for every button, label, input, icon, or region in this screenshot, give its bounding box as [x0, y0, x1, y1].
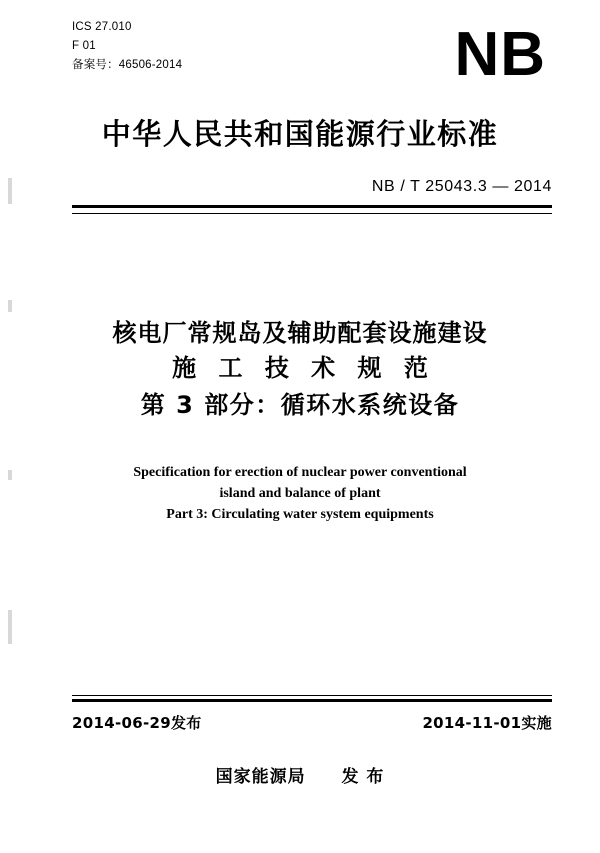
classification-code: F 01 — [72, 39, 96, 52]
title-en-line-3: Part 3: Circulating water system equipments — [166, 507, 434, 522]
document-title-english — [0, 462, 600, 525]
ics-metadata-block — [72, 18, 182, 75]
footer-rule-thin — [72, 695, 552, 696]
standard-number: NB / T 25043.3 — 2014 — [371, 178, 552, 195]
ics-code: ICS 27.010 — [72, 21, 132, 33]
title-en-line-2: island and balance of plant — [219, 486, 381, 501]
publisher-action: 发 布 — [341, 767, 385, 787]
document-title-chinese — [0, 316, 600, 424]
header-rule-thin — [72, 213, 552, 214]
title-en-line-1: Specification for erection of nuclear power conventional — [133, 465, 467, 480]
issue-date: 2014-06-29发布 — [72, 714, 202, 732]
implementation-date: 2014-11-01实施 — [422, 714, 552, 732]
cover-header — [72, 18, 552, 89]
margin-mark — [8, 178, 12, 204]
margin-mark — [8, 300, 12, 312]
margin-mark — [8, 610, 12, 644]
header-rule-thick — [72, 205, 552, 208]
publisher-name: 国家能源局 — [215, 767, 306, 787]
title-cn-line-1: 核电厂常规岛及辅助配套设施建设 — [112, 319, 488, 347]
publisher-line — [0, 762, 600, 787]
title-cn-line-3: 第 3 部分：循环水系统设备 — [140, 390, 460, 419]
national-standard-title: 中华人民共和国能源行业标准 — [101, 117, 499, 151]
record-number: 备案号：46506-2014 — [72, 58, 183, 71]
footer-rule-thick — [72, 699, 552, 702]
title-cn-line-2: 施 工 技 术 规 范 — [172, 353, 435, 382]
dates-row — [72, 712, 552, 733]
nb-logo: NB — [454, 20, 546, 89]
